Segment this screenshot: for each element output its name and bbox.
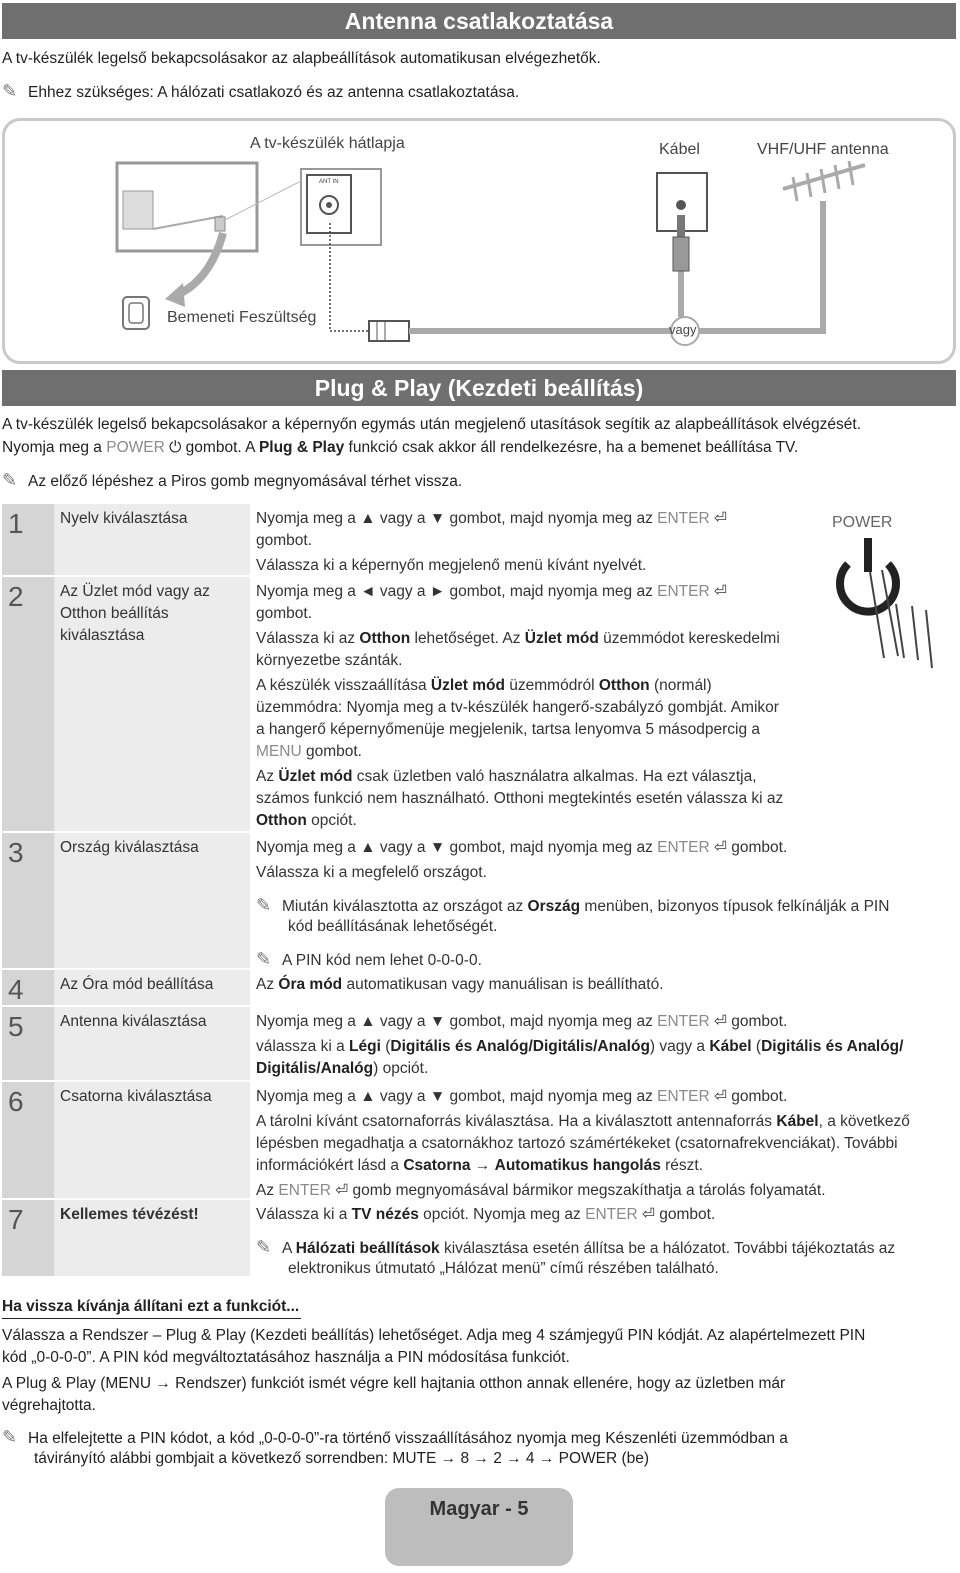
power-symbol-icon: ⏻ bbox=[164, 439, 182, 456]
step-7 bbox=[2, 1200, 957, 1276]
step-title: Antenna kiválasztása bbox=[60, 1013, 207, 1030]
step-text: információkért lásd a Csatorna → Automatikus hangolás részt. bbox=[256, 1157, 704, 1174]
plug-note-text: Az előző lépéshez a Piros gomb megnyomásával térhet vissza. bbox=[28, 473, 463, 490]
step-text: A tárolni kívánt csatornaforrás kiválasztása. Ha a kiválasztott antennaforrás Kábel, a következő bbox=[256, 1113, 910, 1130]
step-text: MENU gombot. bbox=[256, 743, 362, 760]
plug-line2-power: POWER bbox=[106, 439, 165, 456]
step-3 bbox=[2, 833, 957, 968]
step-text: gombot. bbox=[256, 605, 313, 622]
step-text: Nyomja meg a ▲ vagy a ▼ gombot, majd nyomja meg az ENTER ⏎ gombot. bbox=[256, 1088, 788, 1105]
pencil-note-icon: ✎ bbox=[256, 1237, 272, 1257]
reset-line-1: Válassza a Rendszer – Plug & Play (Kezdeti beállítás) lehetőséget. Adja meg 4 számjegyű PIN kódját. Az alapértelmezett PIN bbox=[2, 1327, 866, 1344]
step-note: ✎ Miután kiválasztotta az országot az Ország menüben, bizonyos típusok felkínálják a PIN bbox=[256, 895, 890, 915]
step-text: Válassza ki a TV nézés opciót. Nyomja meg az ENTER ⏎ gombot. bbox=[256, 1206, 716, 1223]
reset-note-2: távirányító alábbi gombjait a következő sorrendben: MUTE → 8 → 2 → 4 → POWER (be) bbox=[34, 1450, 650, 1467]
or-label: vagy bbox=[669, 322, 697, 337]
step-number: 3 bbox=[8, 837, 24, 868]
power-label: POWER bbox=[832, 514, 893, 531]
step-text: Az ENTER ⏎ gomb megnyomásával bármikor megszakíthatja a tárolás folyamatát. bbox=[256, 1182, 826, 1199]
step-title: Nyelv kiválasztása bbox=[60, 510, 188, 527]
step-title: Csatorna kiválasztása bbox=[60, 1088, 212, 1105]
plug-note bbox=[2, 469, 462, 493]
step-note: elektronikus útmutató „Hálózat menü” című részében található. bbox=[288, 1260, 719, 1277]
step-text: válassza ki a Légi (Digitális és Analóg/Digitális/Analóg) vagy a Kábel (Digitális és Analóg/ bbox=[256, 1038, 904, 1055]
vhf-uhf-antenna-label: VHF/UHF antenna bbox=[757, 141, 889, 158]
step-number: 6 bbox=[8, 1086, 24, 1117]
step-text: Nyomja meg a ▲ vagy a ▼ gombot, majd nyomja meg az ENTER ⏎ bbox=[256, 510, 727, 527]
step-number: 1 bbox=[8, 508, 24, 539]
tv-back-label: A tv-készülék hátlapja bbox=[250, 135, 405, 152]
step-text: A készülék visszaállítása Üzlet mód üzemmódról Otthon (normál) bbox=[256, 677, 712, 694]
plug-line2-a: Nyomja meg a bbox=[2, 439, 107, 456]
step-text: Nyomja meg a ▲ vagy a ▼ gombot, majd nyomja meg az ENTER ⏎ gombot. bbox=[256, 1013, 788, 1030]
reset-line-2: kód „0-0-0-0”. A PIN kód megváltoztatásához használja a PIN módosítása funkciót. bbox=[2, 1349, 570, 1366]
step-title: Az Üzlet mód vagy az Otthon beállítás kiválasztása bbox=[60, 583, 210, 644]
step-text: lépésben megadhatja a csatornákhoz tartozó számértékeket (csatornafrekvenciákat). További bbox=[256, 1135, 898, 1152]
step-text: Digitális/Analóg) opciót. bbox=[256, 1060, 429, 1077]
step-note: ✎ A Hálózati beállítások kiválasztása esetén állítsa be a hálózatot. További tájékoztatás az bbox=[256, 1237, 896, 1257]
reset-note-1 bbox=[2, 1426, 788, 1450]
step-text: Válassza ki a megfelelő országot. bbox=[256, 864, 487, 881]
reset-heading: Ha vissza kívánja állítani ezt a funkciót... bbox=[2, 1296, 301, 1319]
step-1 bbox=[2, 504, 957, 575]
step-number: 5 bbox=[8, 1011, 24, 1042]
step-text: üzemmódra: Nyomja meg a tv-készülék hangerő-szabályzó gombját. Amikor bbox=[256, 699, 779, 716]
step-text: számos funkció nem használható. Otthoni megtekintés esetén válassza ki az bbox=[256, 790, 784, 807]
pencil-note-icon: ✎ bbox=[2, 470, 18, 490]
reset-line-4: végrehajtotta. bbox=[2, 1397, 96, 1414]
plug-intro-line1: A tv-készülék legelső bekapcsolásakor a képernyőn egymás után megjelenő utasítások segítik az alapbeállítások elvégzését. bbox=[2, 416, 862, 433]
step-6 bbox=[2, 1082, 957, 1198]
step-text: Nyomja meg a ▲ vagy a ▼ gombot, majd nyomja meg az ENTER ⏎ gombot. bbox=[256, 839, 788, 856]
pencil-note-icon: ✎ bbox=[2, 81, 18, 101]
step-number: 4 bbox=[8, 974, 24, 1005]
antenna-section-title: Antenna csatlakoztatása bbox=[2, 3, 956, 39]
step-text: Otthon opciót. bbox=[256, 812, 357, 829]
pencil-note-icon: ✎ bbox=[256, 895, 272, 915]
step-4 bbox=[2, 970, 957, 1005]
ant-in-label: ANT IN bbox=[319, 179, 339, 185]
step-text: Válassza ki az Otthon lehetőséget. Az Üzlet mód üzemmódot kereskedelmi bbox=[256, 630, 780, 647]
step-2 bbox=[2, 577, 957, 831]
antenna-note bbox=[2, 80, 519, 104]
reset-note-1-text: Ha elfelejtette a PIN kódot, a kód „0-0-0-0”-ra történő visszaállításához nyomja meg Készenléti üzemmódban a bbox=[28, 1430, 788, 1447]
step-note: kód beállításának lehetőségét. bbox=[288, 918, 498, 935]
step-number-cell bbox=[2, 577, 54, 831]
plug-line2-c: funkció csak akkor áll rendelkezésre, ha a bemenet beállítása TV. bbox=[344, 439, 799, 456]
step-number: 7 bbox=[8, 1204, 24, 1235]
antenna-intro: A tv-készülék legelső bekapcsolásakor az alapbeállítások automatikusan elvégezhetők. bbox=[2, 50, 601, 67]
step-note: ✎ A PIN kód nem lehet 0-0-0-0. bbox=[256, 949, 482, 969]
step-text: a hangerő képernyőmenüje megjelenik, tartsa lenyomva 5 másodpercig a bbox=[256, 721, 761, 738]
reset-line-3: A Plug & Play (MENU → Rendszer) funkciót ismét végre kell hajtania otthon annak ellenére, hogy az üzletben már bbox=[2, 1375, 786, 1392]
plug-play-section-title: Plug & Play (Kezdeti beállítás) bbox=[2, 370, 956, 406]
pencil-note-icon: ✎ bbox=[2, 1427, 18, 1447]
step-title: Az Óra mód beállítása bbox=[60, 976, 214, 993]
plug-intro-line2 bbox=[2, 437, 798, 459]
step-5 bbox=[2, 1007, 957, 1080]
step-text: Az Óra mód automatikusan vagy manuálisan is beállítható. bbox=[256, 976, 664, 993]
step-number: 2 bbox=[8, 581, 24, 612]
plug-line2-pp: Plug & Play bbox=[258, 439, 345, 456]
step-text: Nyomja meg a ◄ vagy a ► gombot, majd nyomja meg az ENTER ⏎ bbox=[256, 583, 727, 600]
page-number-tab: Magyar - 5 bbox=[385, 1488, 573, 1566]
step-title: Ország kiválasztása bbox=[60, 839, 199, 856]
step-title: Kellemes tévézést! bbox=[60, 1206, 199, 1223]
step-text: környezetbe szánták. bbox=[256, 652, 403, 669]
pencil-note-icon: ✎ bbox=[256, 949, 272, 969]
step-text: Válassza ki a képernyőn megjelenő menü kívánt nyelvét. bbox=[256, 557, 647, 574]
cable-label: Kábel bbox=[659, 141, 700, 158]
plug-line2-b: gombot. A bbox=[181, 439, 259, 456]
antenna-connection-diagram bbox=[2, 118, 956, 364]
step-text: gombot. bbox=[256, 532, 313, 549]
power-input-label: Bemeneti Feszültség bbox=[167, 309, 317, 326]
step-text: Az Üzlet mód csak üzletben való használatra alkalmas. Ha ezt választja, bbox=[256, 768, 757, 785]
antenna-note-text: Ehhez szükséges: A hálózati csatlakozó és az antenna csatlakoztatása. bbox=[28, 84, 520, 101]
